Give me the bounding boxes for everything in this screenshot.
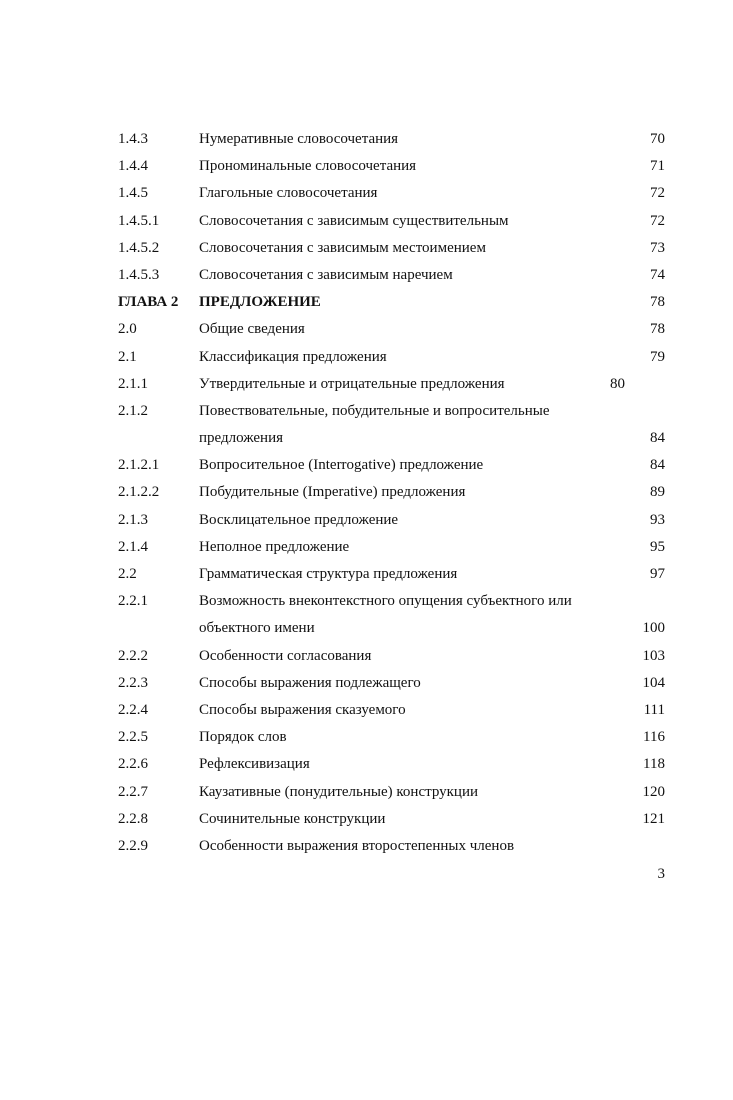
toc-row	[0, 182, 733, 209]
toc-section-number: 2.2	[118, 566, 137, 582]
toc-row	[0, 536, 733, 563]
toc-page-number: 74	[650, 266, 665, 283]
toc-row	[0, 291, 733, 318]
toc-section-number: 1.4.5.2	[118, 239, 160, 256]
toc-section-title: объектного имени	[199, 620, 315, 637]
toc-page-number: 79	[650, 348, 665, 365]
toc-section-title: Каузативные (понудительные) конструкции	[199, 783, 479, 800]
toc-section-title: Нумеративные словосочетания	[199, 131, 399, 147]
toc-section-title: Классификация предложения	[199, 348, 387, 365]
toc-section-number: 1.4.3	[118, 131, 148, 147]
toc-section-number: 2.1.4	[118, 538, 148, 555]
toc-page-number: 111	[643, 701, 665, 718]
toc-row	[0, 264, 733, 291]
toc-row	[0, 509, 733, 536]
toc-section-title: Побудительные (Imperative) предложения	[199, 484, 466, 501]
toc-section-number: 2.2.5	[118, 729, 148, 746]
toc-row	[0, 346, 733, 373]
toc-section-number: 2.2.7	[118, 783, 148, 800]
toc-section-number: 2.1.1	[118, 375, 148, 392]
toc-row	[0, 808, 733, 835]
toc-page-number: 103	[642, 647, 665, 664]
toc-row	[0, 781, 733, 808]
toc-row	[0, 400, 733, 427]
toc-section-number: 2.1.3	[118, 511, 148, 528]
toc-section-number: 1.4.4	[118, 158, 148, 175]
toc-section-title: Возможность внеконтекстного опущения субъектного или	[199, 593, 572, 610]
toc-page-number: 95	[650, 538, 665, 555]
toc-section-title: Утвердительные и отрицательные предложения	[199, 375, 505, 392]
toc-page-number: 71	[650, 158, 665, 175]
toc-page-number: 80	[610, 375, 625, 392]
toc-section-title: Вопросительное (Interrogative) предложение	[199, 457, 484, 474]
toc-section-number: 2.2.1	[118, 593, 148, 610]
toc-section-title: Способы выражения сказуемого	[199, 701, 406, 718]
toc-section-title: Прономинальные словосочетания	[199, 158, 417, 175]
toc-row	[0, 645, 733, 672]
toc-section-number: 1.4.5.1	[118, 212, 160, 229]
toc-row	[0, 672, 733, 699]
toc-section-number: 2.2.4	[118, 701, 148, 718]
toc-section-title: Способы выражения подлежащего	[199, 674, 421, 691]
toc-section-number: 1.4.5	[118, 185, 148, 202]
toc-page-number: 78	[650, 294, 665, 311]
toc-section-number: 2.2.3	[118, 674, 148, 691]
toc-section-title: Грамматическая структура предложения	[199, 566, 458, 582]
toc-section-number: 2.2.2	[118, 647, 148, 664]
toc-page-number: 104	[642, 674, 665, 691]
toc-row	[0, 373, 733, 400]
toc-section-title: Словосочетания с зависимым существительным	[199, 212, 509, 229]
toc-row	[0, 726, 733, 753]
toc-section-title: Словосочетания с зависимым местоимением	[199, 239, 486, 256]
toc-row	[0, 210, 733, 237]
toc-section-number: 2.2.8	[118, 810, 148, 827]
toc-page-number: 89	[650, 484, 665, 501]
toc-row	[0, 481, 733, 508]
toc-page-number: 84	[650, 457, 665, 474]
toc-page-number: 118	[643, 756, 665, 773]
toc-row	[0, 155, 733, 182]
toc-row	[0, 237, 733, 264]
toc-row	[0, 753, 733, 780]
toc-section-number: 2.1	[118, 348, 137, 365]
toc-section-title: Общие сведения	[199, 321, 305, 338]
toc-page-number: 84	[650, 430, 665, 447]
toc-row	[0, 835, 733, 862]
toc-section-number: 2.1.2.2	[118, 484, 160, 501]
toc-section-number: 2.1.2.1	[118, 457, 160, 474]
toc-row	[0, 563, 733, 590]
toc-page-number: 116	[643, 729, 665, 746]
toc-page-number: 70	[650, 131, 665, 147]
toc-row	[0, 427, 733, 454]
toc-section-title: Неполное предложение	[199, 538, 350, 555]
toc-section-title: Особенности выражения второстепенных членов	[199, 837, 515, 854]
toc-section-number: ГЛАВА 2	[118, 294, 179, 311]
toc-section-title: Словосочетания с зависимым наречием	[199, 266, 453, 283]
toc-row	[0, 617, 733, 644]
toc-section-number: 2.0	[118, 321, 137, 338]
toc-section-title: Повествовательные, побудительные и вопросительные	[199, 402, 550, 419]
toc-page-number: 93	[650, 511, 665, 528]
toc-section-title: предложения	[199, 430, 284, 447]
toc-row	[0, 454, 733, 481]
toc-page-number: 78	[650, 321, 665, 338]
toc-page-number: 73	[650, 239, 665, 256]
toc-section-number: 1.4.5.3	[118, 266, 160, 283]
toc-row	[0, 128, 733, 155]
toc-page-number: 72	[650, 212, 665, 229]
toc-page-number: 72	[650, 185, 665, 202]
toc-section-number: 2.2.9	[118, 837, 148, 854]
toc-section-title: ПРЕДЛОЖЕНИЕ	[199, 294, 321, 311]
toc-row	[0, 699, 733, 726]
table-of-contents	[0, 128, 733, 862]
toc-page-number: 100	[642, 620, 665, 637]
toc-row	[0, 318, 733, 345]
toc-section-number: 2.2.6	[118, 756, 148, 773]
toc-page-number: 120	[642, 783, 665, 800]
toc-section-title: Сочинительные конструкции	[199, 810, 386, 827]
toc-section-number: 2.1.2	[118, 402, 148, 419]
toc-section-title: Рефлексивизация	[199, 756, 310, 773]
toc-section-title: Порядок слов	[199, 729, 287, 746]
toc-row	[0, 590, 733, 617]
toc-section-title: Глагольные словосочетания	[199, 185, 378, 202]
toc-page-number: 97	[650, 566, 665, 582]
toc-page-number: 121	[642, 810, 665, 827]
toc-section-title: Восклицательное предложение	[199, 511, 399, 528]
page-number: 3	[657, 866, 665, 882]
toc-section-title: Особенности согласования	[199, 647, 372, 664]
